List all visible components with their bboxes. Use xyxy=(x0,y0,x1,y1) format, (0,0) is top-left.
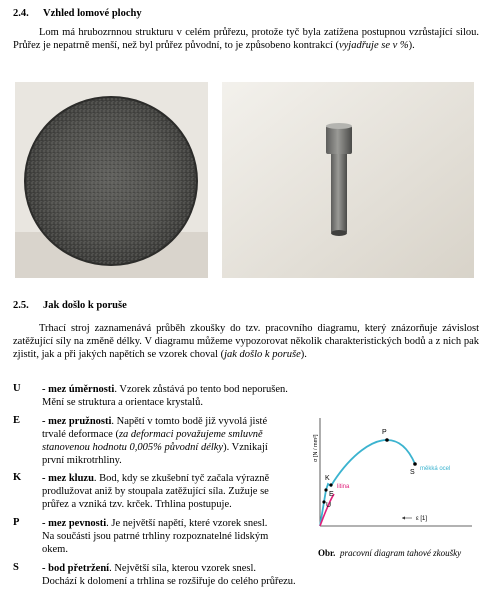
label-cast-iron: litina xyxy=(337,484,350,490)
soft-steel-curve xyxy=(320,440,415,526)
section-2-4-paragraph xyxy=(13,26,479,52)
section-title: Vzhled lomové plochy xyxy=(43,8,142,19)
point-description-e: - mez pružnosti. Napětí v tomto bodě již vyvolá jisté trvalé deformace (za deformaci považujeme smluvně stanovenou hodnotu 0,005% původní délky). Vznikají první mikrotrhliny. xyxy=(42,416,268,466)
label-p: P xyxy=(382,429,387,436)
point-description-s: - bod přetržení. Největší síla, kterou vzorek snesl. Dochází k dolomení a trhlina se rozšiřuje do celého průřezu. xyxy=(42,563,296,587)
stress-strain-diagram-svg xyxy=(312,414,477,534)
label-k: K xyxy=(325,475,330,482)
paragraph-tail: ). xyxy=(408,40,415,51)
y-axis-label: σ [N / mm²] xyxy=(313,434,319,462)
label-s: S xyxy=(410,469,415,476)
paragraph-italic-text: jak došlo k poruše xyxy=(224,349,301,360)
fracture-surface-image xyxy=(15,82,208,278)
point-letter-k: K xyxy=(13,472,22,483)
section-2-4-heading xyxy=(13,8,142,19)
point-e-marker xyxy=(324,488,327,491)
point-p-marker xyxy=(385,438,389,442)
section-2-5-paragraph xyxy=(13,322,479,361)
point-k-marker xyxy=(329,483,332,486)
section-title: Jak došlo k poruše xyxy=(43,300,127,311)
fracture-surface-photo xyxy=(15,82,208,278)
x-axis-label: ε [1] xyxy=(416,516,428,522)
label-e: E xyxy=(329,491,334,498)
caption-text: pracovní diagram tahové zkoušky xyxy=(339,548,462,558)
point-description-u: - mez úměrnosti. Vzorek zůstává po tento bod neporušen. Mění se struktura a orientace krystalů. xyxy=(42,384,288,408)
stress-strain-diagram xyxy=(312,414,477,534)
broken-specimen-photo xyxy=(222,82,474,278)
caption-prefix: Obr. xyxy=(318,548,336,558)
label-u: U xyxy=(326,502,332,509)
paragraph-tail: ). xyxy=(300,349,307,360)
paragraph-text: Trhací stroj zaznamenává průběh zkoušky do tzv. pracovního diagramu, který znázorňuje závislost zatěžující síly na změně délky. V diagramu můžeme vypozorovat několik charakteristických bodů a z nich pak zjistit, jak a při jakých napětích se vzorek choval ( xyxy=(13,323,479,360)
point-letter-e: E xyxy=(13,415,21,426)
point-letter-u: U xyxy=(13,383,21,394)
point-s-marker xyxy=(413,462,417,466)
paragraph-text: Lom má hrubozrnnou strukturu v celém průřezu, protože tyč byla zatížena postupnou vzrůstající silou. Průřez je nepatrně menší, než byl průřez původní, to je způsobeno kontrakcí ( xyxy=(13,27,479,51)
x-axis-arrow-head xyxy=(402,516,405,519)
diagram-caption xyxy=(318,548,483,558)
label-soft-steel: měkká ocel xyxy=(420,466,451,472)
point-letter-p: P xyxy=(13,517,20,528)
paragraph-italic-text: vyjadřuje se v % xyxy=(338,40,409,51)
point-description-p: - mez pevnosti. Je největší napětí, které vzorek snesl. Na součásti jsou patrné trhliny rozpoznatelné lidským okem. xyxy=(42,518,269,555)
section-number: 2.5. xyxy=(13,300,29,311)
section-2-5-heading xyxy=(13,300,127,311)
point-letter-s: S xyxy=(13,562,19,573)
section-number: 2.4. xyxy=(13,8,29,19)
broken-specimen-image xyxy=(222,82,474,278)
point-description-k: - mez kluzu. Bod, kdy se zkušební tyč začala výrazně prodlužovat aniž by stoupala zatěžující síla. Zužuje se průřez a vzniká tzv. krček. Trhlina postupuje. xyxy=(42,473,270,510)
